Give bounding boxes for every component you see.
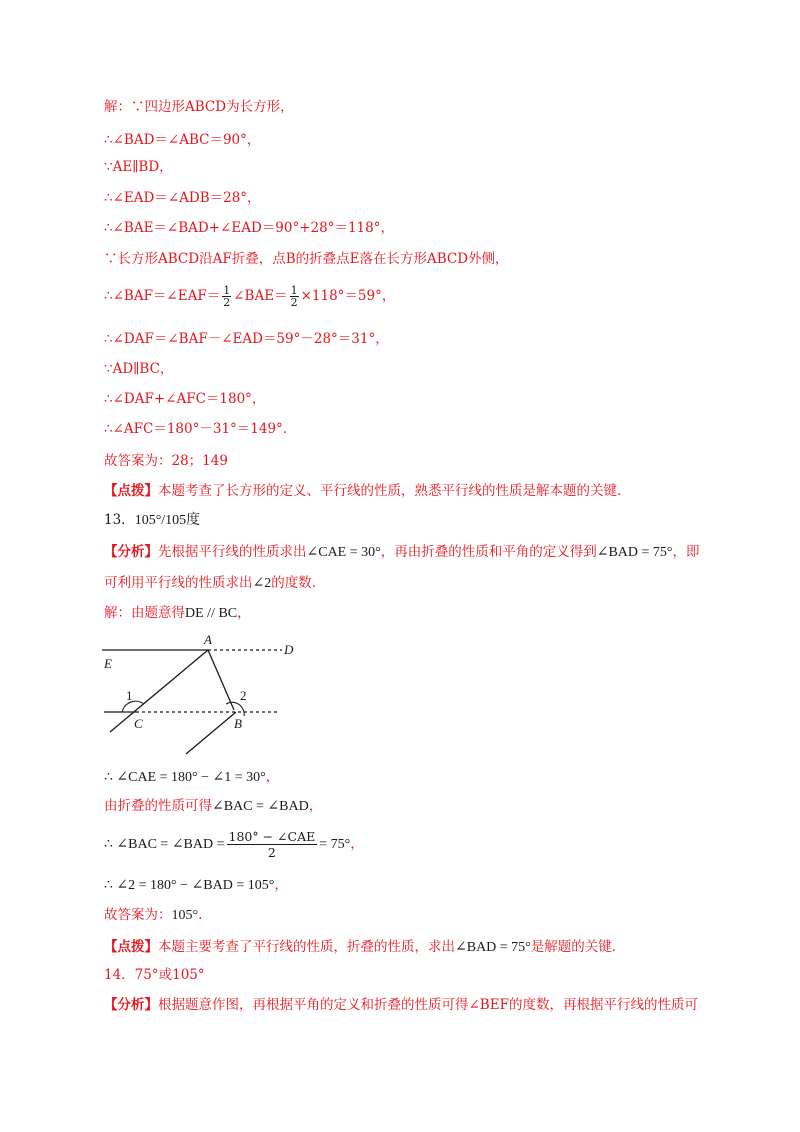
solution-line-8: ∴∠DAF＝∠BAF－∠EAD＝59°－28°＝31°，: [104, 331, 389, 347]
analysis-text-c: ，即: [672, 544, 700, 560]
tip-tag-13: 【点拨】: [104, 939, 158, 955]
tip-tag: 【点拨】: [104, 483, 158, 499]
angle-cae-30: ∠CAE = 30°: [306, 545, 381, 560]
line7-part-a: ∴∠BAF＝∠EAF＝: [104, 288, 221, 304]
analysis-text-b: ，再由折叠的性质和平角的定义得到: [380, 544, 597, 560]
tip-line-13: [104, 938, 616, 957]
answer-13-line: [104, 906, 202, 925]
answer-line-28-149: 故答案为：28；149: [104, 453, 228, 469]
equals-75: = 75°: [319, 837, 351, 852]
de-parallel-bc: DE // BC: [185, 606, 238, 621]
answer-105: 105°: [171, 908, 199, 923]
solution-line-5: ∴∠BAE＝∠BAD+∠EAD＝90°+28°＝118°，: [104, 220, 394, 236]
analysis-tag-14: 【分析】: [104, 997, 158, 1013]
solution-line-3: ∵AE∥BD，: [104, 159, 173, 175]
label-1: 1: [126, 688, 133, 703]
line7-part-b: ∠BAE＝: [233, 288, 288, 304]
solution-line-10: ∴∠DAF+∠AFC＝180°，: [104, 391, 266, 407]
label-c: C: [134, 716, 143, 731]
solution-line-1: 解：∵四边形ABCD为长方形，: [104, 99, 294, 115]
tip-line-12: [104, 482, 621, 500]
solution-13-line-3: [104, 797, 322, 816]
bac-equals-bad: ∠BAC = ∠BAD: [212, 799, 309, 814]
period: .: [198, 907, 203, 923]
bac-expression: ∴ ∠BAC = ∠BAD =: [104, 837, 225, 852]
analysis-line-14: [104, 996, 698, 1014]
tip-angle-bad-75: ∠BAD = 75°: [455, 940, 531, 955]
solution-line-9: ∵AD∥BC，: [104, 361, 174, 377]
angle-2: ∠2: [252, 576, 272, 591]
question-13-answer: [104, 511, 200, 530]
label-e: E: [104, 656, 112, 671]
solution-13-line-2: [104, 768, 279, 787]
solution-13-text: 解：由题意得: [104, 605, 185, 621]
solution-line-4: ∴∠EAD＝∠ADB＝28°，: [104, 190, 261, 206]
line-fold: [186, 712, 236, 754]
line-ab: [208, 650, 234, 710]
question-14-answer: 14．75°或105°: [104, 967, 205, 983]
comma: ，: [350, 836, 364, 852]
tip-13-text-b: 是解题的关键.: [530, 939, 617, 955]
solution-line-11: ∴∠AFC＝180°－31°＝149°.: [104, 421, 288, 437]
label-b: B: [234, 716, 242, 731]
label-2: 2: [240, 688, 247, 703]
analysis-text-e: 的度数.: [271, 575, 317, 591]
solution-13-line-5: [104, 876, 288, 895]
comma: ，: [237, 605, 251, 621]
geometry-figure: [100, 630, 300, 760]
comma: ，: [308, 798, 323, 814]
line7-part-c: ×118°＝59°，: [300, 288, 396, 304]
fold-property-text: 由折叠的性质可得: [104, 798, 212, 814]
angle-bad-75: ∠BAD = 75°: [596, 545, 673, 560]
analysis-line-13b: [104, 574, 316, 593]
analysis-line-13a: [104, 543, 700, 562]
angle-2-arc: [226, 702, 244, 716]
label-d: D: [284, 642, 294, 657]
comma: ，: [274, 877, 288, 893]
analysis-14-text: 根据题意作图，再根据平角的定义和折叠的性质可得∠BEF的度数，再根据平行线的性质可: [158, 997, 698, 1013]
analysis-tag: 【分析】: [104, 544, 158, 560]
question-13-number: 13．: [104, 512, 135, 528]
question-13-value: 105°/105度: [134, 513, 201, 528]
fraction-180-minus-cae: $\frac{\text{180° − ∠CAE}}{2}$: [228, 829, 316, 860]
label-a: A: [204, 632, 212, 647]
tip-text: 本题考查了长方形的定义、平行线的性质，熟悉平行线的性质是解本题的关键.: [158, 483, 622, 499]
tip-13-text-a: 本题主要考查了平行线的性质，折叠的性质，求出: [158, 939, 455, 955]
solution-line-2: ∴∠BAD＝∠ABC＝90°，: [104, 132, 261, 148]
solution-13-line-1: [104, 604, 251, 623]
solution-line-7: [104, 284, 395, 308]
comma: ，: [265, 769, 280, 785]
angle-cae-calc: ∴ ∠CAE = 180° − ∠1 = 30°: [104, 770, 266, 785]
line-ac: [110, 650, 208, 732]
fraction-half-2: $\frac{1}{2}$: [290, 284, 298, 309]
analysis-text-d: 可利用平行线的性质求出: [104, 575, 253, 591]
answer-label: 故答案为：: [104, 907, 172, 923]
angle-2-calc: ∴ ∠2 = 180° − ∠BAD = 105°: [104, 878, 275, 893]
fraction-half: $\frac{1}{2}$: [223, 284, 231, 309]
solution-line-6: ∵长方形ABCD沿AF折叠，点B的折叠点E落在长方形ABCD外侧，: [104, 251, 509, 267]
solution-13-line-4: [104, 826, 364, 863]
analysis-text-a: 先根据平行线的性质求出: [158, 544, 307, 560]
